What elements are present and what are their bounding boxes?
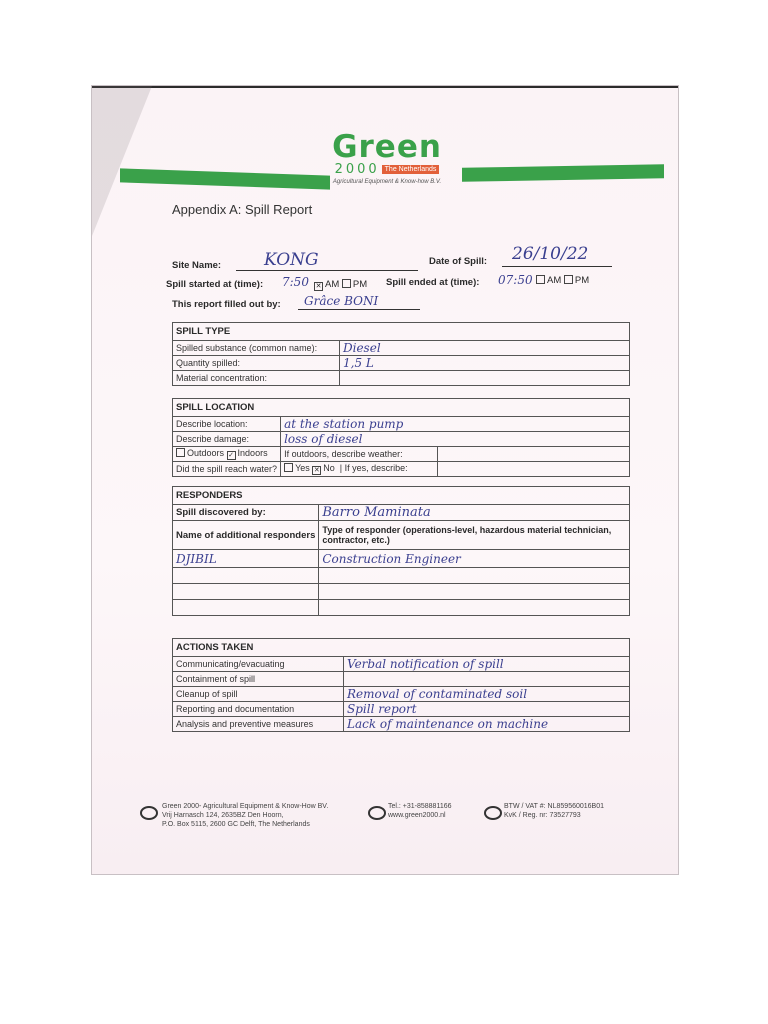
responder-type-1[interactable]: Construction Engineer: [319, 550, 630, 568]
spilled-substance-value[interactable]: Diesel: [340, 341, 630, 356]
end-am-pm: AM PM: [536, 275, 589, 286]
water-describe-value[interactable]: [438, 462, 630, 477]
responder-type-header: Type of responder (operations-level, hazardous material technician, contractor, etc.): [319, 521, 630, 550]
action-value-3[interactable]: Removal of contaminated soil: [344, 687, 630, 702]
footer-vat: BTW / VAT #: NL859560016B01 KvK / Reg. nr: 73527793: [504, 803, 605, 819]
water-yes-checkbox[interactable]: [284, 463, 293, 472]
responders-heading: RESPONDERS: [173, 487, 630, 505]
start-time-value: 7:50: [282, 275, 309, 289]
action-label-2: Containment of spill: [173, 672, 344, 687]
footer-contact: Tel.: +31-858881166 www.green2000.nl: [388, 803, 452, 819]
logo-subtitle: Agricultural Equipment & Know-how B.V.: [332, 179, 442, 185]
header-bar-right: [462, 164, 664, 182]
start-am-checkbox[interactable]: ✕: [315, 283, 322, 290]
site-name-line: [236, 270, 418, 271]
footer-address: Green 2000- Agricultural Equipment & Know-How BV. Vrij Harnasch 124, 2635BZ Den Hoorn, P.O. Box 5115, 2600 GC Delft, The Netherlands: [162, 803, 329, 828]
responder-name-2[interactable]: [173, 568, 319, 584]
weather-label: If outdoors, describe weather:: [281, 447, 438, 462]
discovered-by-value[interactable]: Barro Maminata: [319, 505, 630, 521]
spilled-substance-label: Spilled substance (common name):: [173, 341, 340, 356]
quantity-value[interactable]: 1,5 L: [340, 356, 630, 371]
responder-name-1[interactable]: DJIBIL: [173, 550, 319, 568]
action-label-1: Communicating/evacuating: [173, 657, 344, 672]
end-am-checkbox[interactable]: [536, 275, 545, 284]
page-fold-shadow: [92, 86, 152, 236]
concentration-value[interactable]: [340, 371, 630, 386]
responder-type-4[interactable]: [319, 600, 630, 616]
action-value-4[interactable]: Spill report: [344, 702, 630, 717]
start-time-label: Spill started at (time):: [166, 279, 264, 290]
date-label: Date of Spill:: [429, 256, 488, 267]
describe-location-value[interactable]: at the station pump: [281, 417, 630, 432]
report-page: [92, 86, 678, 874]
action-label-4: Reporting and documentation: [173, 702, 344, 717]
spill-type-table: [172, 322, 630, 386]
end-pm-checkbox[interactable]: [564, 275, 573, 284]
discovered-by-label: Spill discovered by:: [173, 505, 319, 521]
outdoors-indoors-cell: Outdoors ✓ Indoors: [173, 447, 281, 462]
describe-damage-value[interactable]: loss of diesel: [281, 432, 630, 447]
water-label: Did the spill reach water?: [173, 462, 281, 477]
actions-table: [172, 638, 630, 732]
company-logo: [322, 130, 452, 185]
site-name-label: Site Name:: [172, 260, 222, 271]
action-value-5[interactable]: Lack of maintenance on machine: [344, 717, 630, 732]
responder-name-3[interactable]: [173, 584, 319, 600]
filled-by-line: [298, 309, 420, 310]
actions-heading: ACTIONS TAKEN: [173, 639, 630, 657]
start-am-pm: ✕ AM PM: [315, 279, 368, 290]
describe-damage-label: Describe damage:: [173, 432, 281, 447]
responder-type-2[interactable]: [319, 568, 630, 584]
responder-type-3[interactable]: [319, 584, 630, 600]
end-time-value: 07:50: [498, 273, 533, 287]
outdoors-checkbox[interactable]: [176, 448, 185, 457]
spill-location-heading: SPILL LOCATION: [173, 399, 630, 417]
date-value: 26/10/22: [512, 244, 589, 264]
filled-by-value: Grâce BONI: [304, 294, 379, 308]
concentration-label: Material concentration:: [173, 371, 340, 386]
describe-location-label: Describe location:: [173, 417, 281, 432]
quantity-label: Quantity spilled:: [173, 356, 340, 371]
logo-tag: The Netherlands: [382, 165, 440, 174]
action-value-1[interactable]: Verbal notification of spill: [344, 657, 630, 672]
scan-top-edge: [92, 86, 678, 88]
additional-responders-header: Name of additional responders: [173, 521, 319, 550]
logo-wordmark: Green: [332, 129, 442, 165]
indoors-checkbox[interactable]: ✓: [228, 452, 234, 459]
action-label-3: Cleanup of spill: [173, 687, 344, 702]
water-no-checkbox[interactable]: ✕: [313, 467, 320, 474]
water-yes-no-cell: Yes ✕ No | If yes, describe:: [281, 462, 438, 477]
spill-type-heading: SPILL TYPE: [173, 323, 630, 341]
end-time-label: Spill ended at (time):: [386, 277, 480, 288]
start-pm-checkbox[interactable]: [342, 279, 351, 288]
footer-logo-icon: [140, 806, 158, 820]
footer-vat-icon: [484, 806, 502, 820]
action-value-2[interactable]: [344, 672, 630, 687]
weather-value[interactable]: [438, 447, 630, 462]
responder-name-4[interactable]: [173, 600, 319, 616]
page-title: Appendix A: Spill Report: [172, 202, 313, 217]
action-label-5: Analysis and preventive measures: [173, 717, 344, 732]
spill-location-table: [172, 398, 630, 477]
site-name-value: KONG: [264, 250, 319, 270]
footer-contact-icon: [368, 806, 386, 820]
logo-number: 2000: [334, 162, 380, 177]
responders-table: [172, 486, 630, 616]
date-line: [502, 266, 612, 267]
filled-by-label: This report filled out by:: [172, 299, 281, 310]
